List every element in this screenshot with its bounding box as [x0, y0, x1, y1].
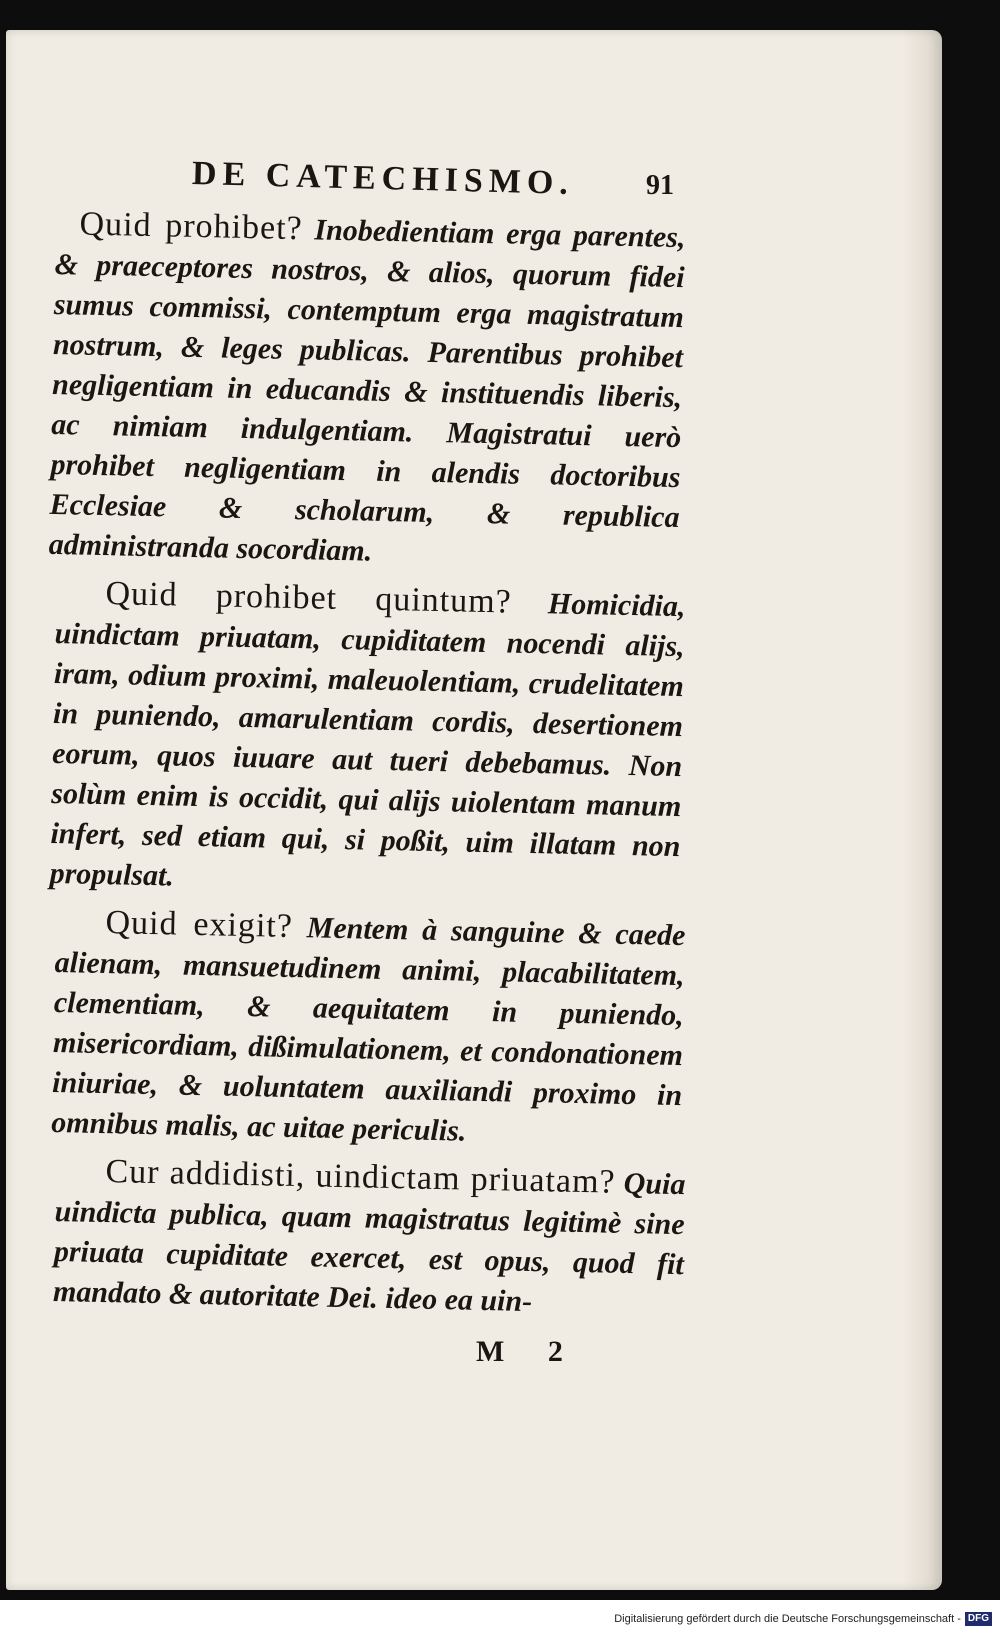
paragraph-2-answer: Homicidia, uindictam priuatam, cupiditatem nocendi alijs, iram, odium proximi, maleuolentiam, crudelitatem in puniendo, amarulentiam cordis, desertionem eorum, quos iuuare aut tueri debebamus. Non solùm enim is occidit, qui alijs uiolentam manum infert, sed etiam qui, si poßit, uim illatam non propulsat. [49, 587, 686, 893]
book-page [6, 30, 942, 1590]
paragraph-2 [49, 573, 686, 907]
paragraph-2-question: Quid prohibet quintum? [105, 575, 513, 621]
footer-credit: Digitalisierung gefördert durch die Deutsche Forschungsgemeinschaft - [614, 1613, 961, 1625]
paragraph-3-question: Quid exigit? [105, 904, 294, 945]
signature-mark: M 2 [476, 1335, 581, 1368]
paragraph-1 [48, 204, 685, 578]
paragraph-1-answer: Inobedientiam erga parentes, & praeceptores nostros, & alios, quorum fidei sumus commissi, contemptum erga magistratum nostrum, & leges publicas. Parentibus prohibet negligentiam in educandis & instituendis liberis, ac nimiam indulgentiam. Magistratui uerò prohibet negligentiam in alendis doctoribus Ecclesiae & scholarum, & republica administranda socordiam. [48, 213, 686, 568]
paragraph-1-question: Quid prohibet? [79, 205, 304, 248]
page-header [56, 148, 686, 204]
dfg-logo-icon: DFG [965, 1612, 992, 1626]
page-text-block [48, 148, 686, 1319]
running-head: DE CATECHISMO. [191, 155, 575, 202]
paragraph-3-answer: Mentem à sanguine & caede alienam, mansuetudinem animi, placabilitatem, clementiam, & aequitatem in puniendo, misericordiam, dißimulationem, et condonationem iniuriae, & uoluntatem auxiliandi proximo in omnibus malis, ac uitae periculis. [51, 911, 686, 1148]
paragraph-3 [51, 902, 686, 1156]
paragraph-4 [53, 1151, 686, 1325]
page-edge-shadow [902, 30, 942, 1590]
paragraph-4-answer: Quia uindicta publica, quam magistratus legitimè sine priuata cupiditate exercet, est opus, quod fit mandato & autoritate Dei. ideo ea uin- [52, 1166, 686, 1319]
page-number: 91 [646, 170, 674, 201]
digitization-footer [614, 1612, 992, 1626]
paragraph-4-question: Cur addidisti, uindictam priuatam? [105, 1153, 616, 1201]
